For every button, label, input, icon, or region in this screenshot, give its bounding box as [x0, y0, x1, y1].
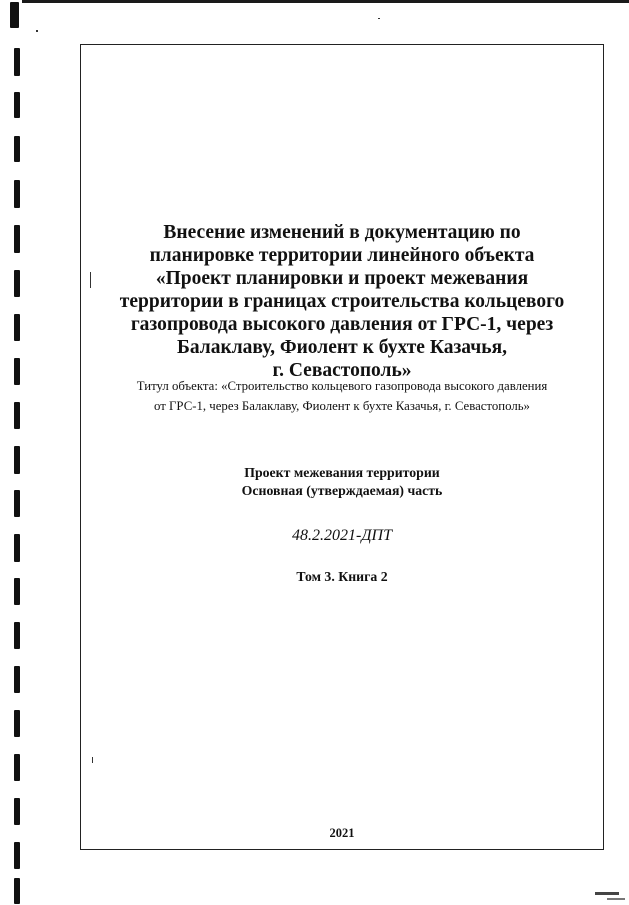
document-year: 2021: [329, 826, 355, 840]
volume-label: Том 3. Книга 2: [296, 569, 388, 584]
title-line: Балаклаву, Фиолент к бухте Казачья,: [176, 337, 507, 358]
section-line: Проект межевания территории: [244, 465, 440, 480]
binding-mark: [14, 666, 20, 693]
binding-mark: [14, 446, 20, 474]
binding-mark: [14, 490, 20, 517]
binding-mark: [14, 878, 20, 904]
scan-corner-mark: [595, 892, 619, 895]
binding-mark: [14, 402, 20, 429]
object-title: [81, 376, 603, 416]
scan-corner-mark: [607, 898, 625, 900]
title-line: планировке территории линейного объекта: [149, 245, 535, 266]
section-heading: [81, 464, 603, 500]
scan-speck: [378, 18, 380, 19]
binding-mark: [14, 180, 20, 208]
binding-mark: [14, 534, 20, 562]
object-title-line: Титул объекта: «Строительство кольцевого газопровода высокого давления: [136, 379, 548, 393]
title-line: «Проект планировки и проект межевания: [155, 268, 529, 289]
binding-mark: [14, 842, 20, 869]
scan-speck: [36, 30, 38, 32]
binding-mark: [14, 314, 20, 341]
binding-mark: [14, 92, 20, 118]
title-page-frame: [80, 44, 604, 850]
binding-mark: [10, 2, 19, 28]
binding-mark: [14, 225, 20, 253]
binding-holes: [0, 0, 30, 905]
title-line: г. Севастополь»: [272, 360, 412, 381]
title-line: Внесение изменений в документацию по: [163, 222, 521, 243]
scan-top-edge: [22, 0, 629, 3]
binding-mark: [14, 358, 20, 385]
binding-mark: [14, 798, 20, 825]
binding-mark: [14, 754, 20, 781]
binding-mark: [14, 622, 20, 649]
document-title: [81, 221, 603, 382]
binding-mark: [14, 136, 20, 162]
title-line: территории в границах строительства кольцевого: [119, 291, 565, 312]
title-line: газопровода высокого давления от ГРС-1, через: [130, 314, 554, 335]
document-code: 48.2.2021-ДПТ: [292, 527, 392, 544]
object-title-line: от ГРС-1, через Балаклаву, Фиолент к бухте Казачья, г. Севастополь»: [154, 399, 530, 413]
binding-mark: [14, 48, 20, 76]
binding-mark: [14, 270, 20, 297]
binding-mark: [14, 710, 20, 737]
section-line: Основная (утверждаемая) часть: [241, 483, 443, 498]
binding-mark: [14, 578, 20, 605]
